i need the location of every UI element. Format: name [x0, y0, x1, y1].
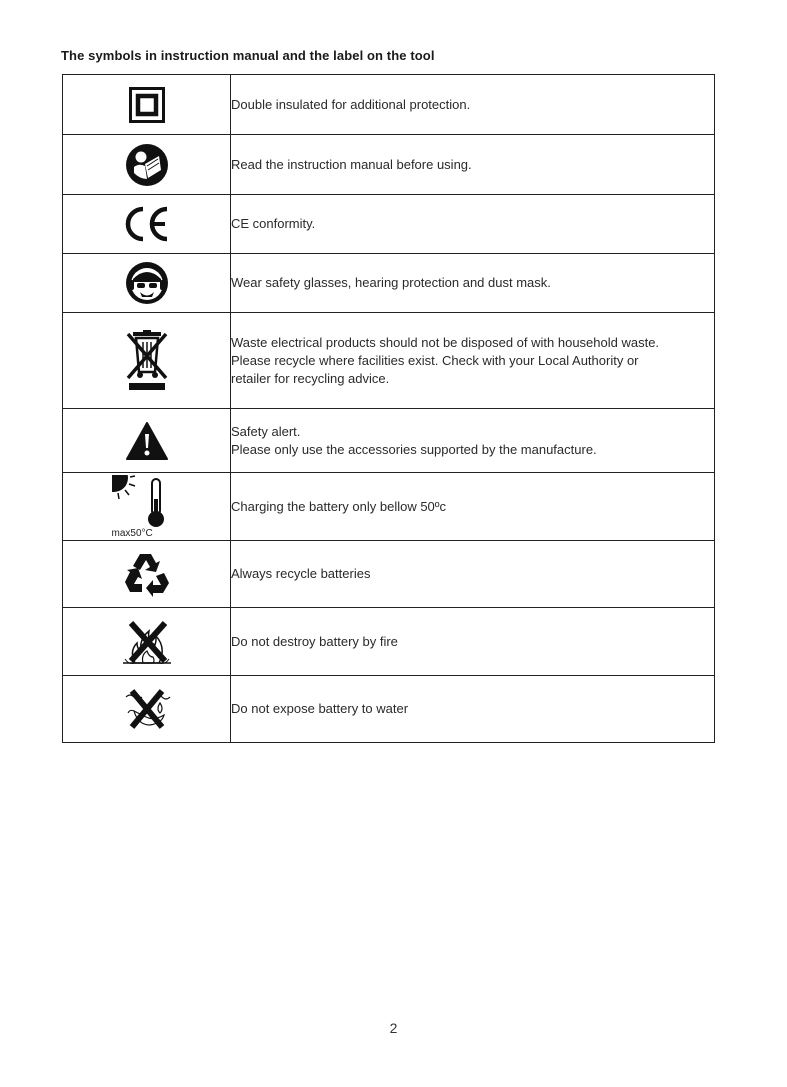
table-row — [63, 313, 715, 409]
ce-mark-icon — [123, 206, 171, 242]
read-manual-icon — [125, 143, 169, 187]
row-description: Charging the battery only bellow 50ºc — [231, 498, 447, 514]
no-fire-icon — [121, 617, 173, 667]
table-row — [63, 135, 715, 195]
recycle-icon — [123, 551, 171, 597]
row-description: CE conformity. — [231, 216, 316, 231]
row-description: Do not expose battery to water — [231, 701, 409, 716]
warning-triangle-icon — [125, 421, 169, 461]
row-description: retailer for recycling advice. — [231, 370, 390, 386]
table-row — [63, 541, 715, 608]
symbols-table — [62, 74, 715, 743]
row-description: Read the instruction manual before using. — [231, 156, 472, 172]
table-row — [63, 608, 715, 676]
double-insulated-icon — [129, 87, 165, 123]
row-description: Wear safety glasses, hearing protection and dust mask. — [231, 275, 551, 290]
row-description: Please recycle where facilities exist. Check with your Local Authority or — [231, 352, 639, 368]
safety-gear-icon — [125, 261, 169, 305]
page-title: The symbols in instruction manual and the label on the tool — [61, 48, 435, 63]
temperature-icon-label: max50°C — [111, 527, 153, 539]
row-description: Double insulated for additional protection. — [231, 96, 471, 112]
row-description: Always recycle batteries — [231, 566, 371, 581]
temperature-icon — [112, 475, 182, 539]
table-row — [63, 473, 715, 541]
table-row — [63, 254, 715, 313]
table-row — [63, 409, 715, 473]
row-description: Safety alert. — [231, 423, 301, 439]
row-description: Do not destroy battery by fire — [231, 633, 398, 649]
weee-bin-icon — [125, 330, 169, 392]
row-description: Please only use the accessories supported by the manufacture. — [231, 441, 597, 457]
table-row — [63, 75, 715, 135]
table-row — [63, 195, 715, 254]
row-description: Waste electrical products should not be disposed of with household waste. — [231, 334, 660, 350]
table-row — [63, 676, 715, 743]
no-water-icon — [120, 687, 174, 731]
page-number: 2 — [389, 1020, 398, 1036]
